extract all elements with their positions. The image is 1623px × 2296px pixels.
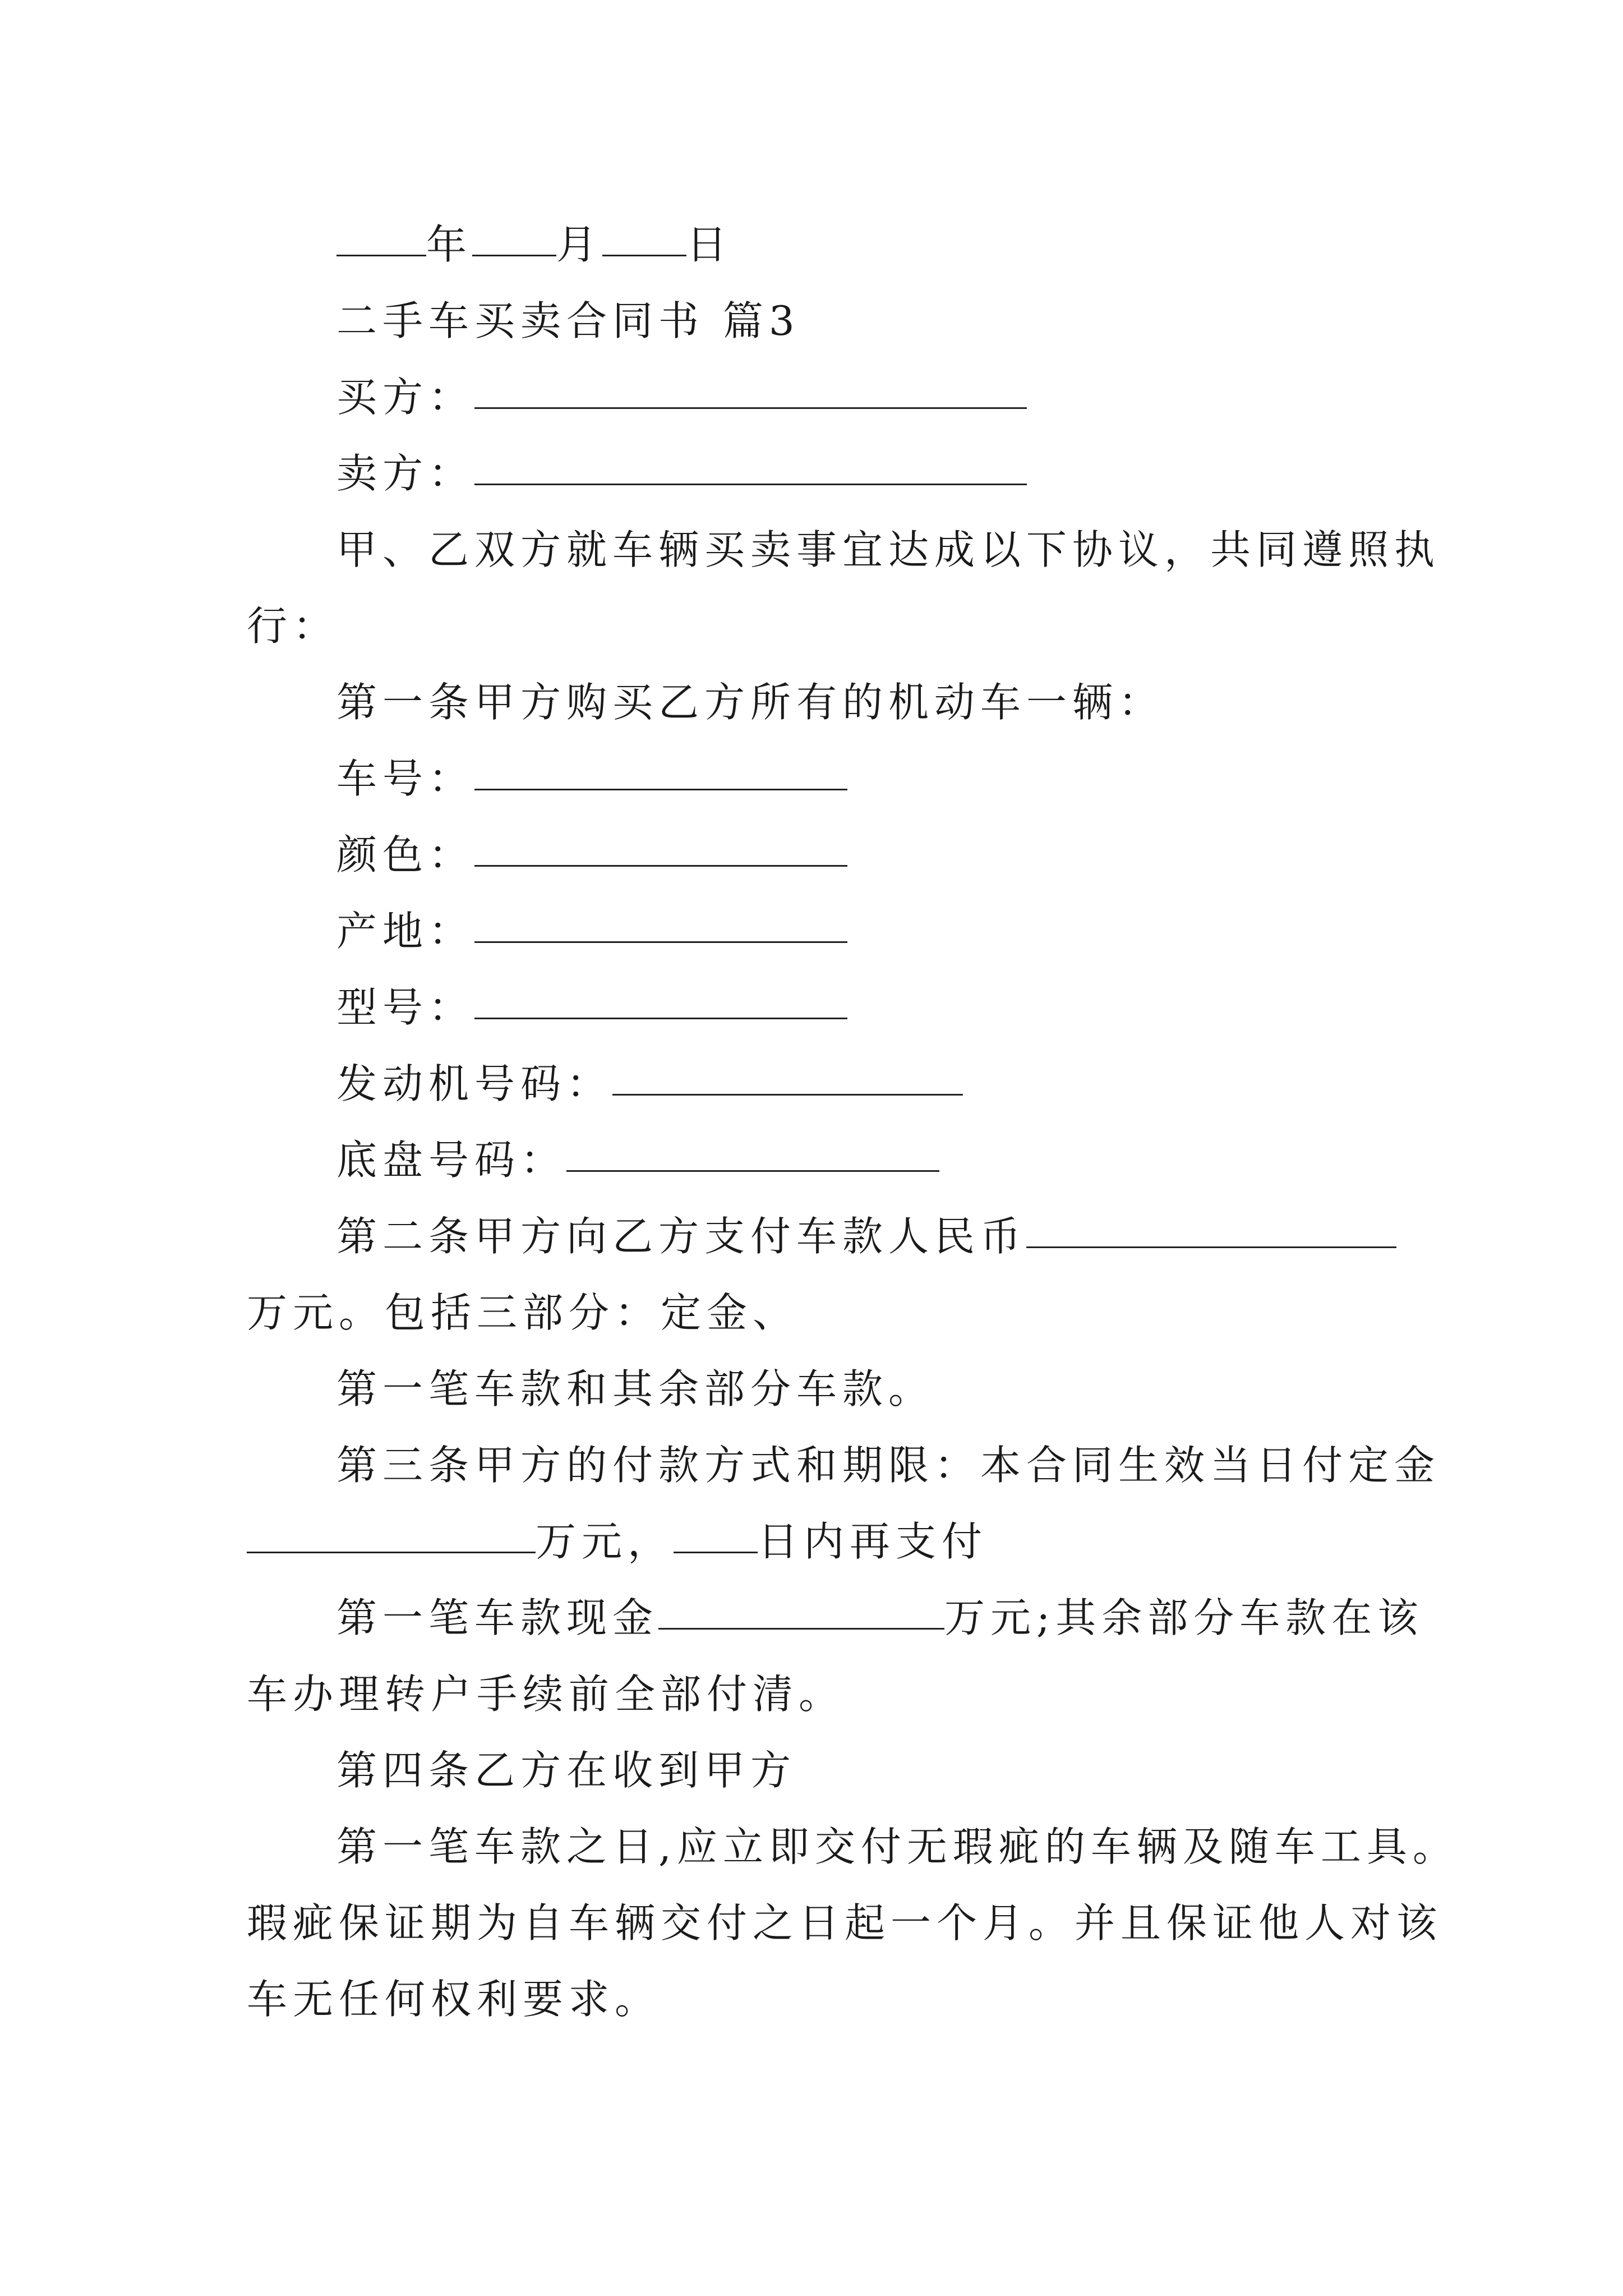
article-4-line-3: 瑕疵保证期为自车辆交付之日起一个月。并且保证他人对该	[247, 1899, 1443, 1947]
article-2-line-2: 万元。包括三部分：定金、	[247, 1289, 799, 1336]
article-1: 第一条甲方购买乙方所有的机动车一辆：	[336, 679, 1165, 726]
model-blank	[474, 1018, 847, 1019]
month-label: 月	[556, 221, 603, 268]
month-blank	[472, 255, 556, 256]
origin-blank	[474, 941, 847, 943]
intro-line-1: 甲、乙双方就车辆买卖事宜达成以下协议，共同遵照执	[336, 526, 1441, 573]
year-blank	[336, 255, 426, 256]
seller-line	[336, 447, 1027, 500]
article-2-line-1	[336, 1209, 1396, 1263]
days-blank	[674, 1552, 758, 1553]
article-3-line-1: 第三条甲方的付款方式和期限：本合同生效当日付定金	[336, 1442, 1441, 1489]
article-3-line-3	[336, 1591, 1423, 1645]
engine-blank	[612, 1094, 963, 1096]
color-line	[336, 828, 847, 882]
cash-text: 万元;其余部分车款在该	[944, 1594, 1424, 1641]
article-2-line-3: 第一笔车款和其余部分车款。	[336, 1365, 935, 1412]
article-4-line-4: 车无任何权利要求。	[247, 1976, 661, 2023]
color-blank	[474, 865, 847, 867]
buyer-label: 买方：	[336, 374, 475, 421]
origin-label: 产地：	[336, 908, 475, 955]
buyer-line	[336, 370, 1027, 424]
cash-label: 第一笔车款现金	[336, 1594, 659, 1641]
chassis-line	[336, 1133, 939, 1187]
plate-line	[336, 752, 847, 806]
origin-line	[336, 904, 847, 958]
document-title: 二手车买卖合同书 篇3	[336, 297, 800, 344]
seller-blank	[474, 484, 1027, 485]
date-line	[336, 218, 732, 272]
plate-label: 车号：	[336, 755, 475, 802]
plate-blank	[474, 789, 847, 790]
model-label: 型号：	[336, 984, 475, 1031]
day-blank	[602, 255, 686, 256]
deposit-unit: 万元，	[536, 1518, 674, 1565]
engine-line	[336, 1057, 963, 1111]
day-label: 日	[686, 221, 733, 268]
intro-line-2: 行：	[247, 602, 339, 650]
article-2-text: 第二条甲方向乙方支付车款人民币	[336, 1213, 1027, 1260]
cash-blank	[658, 1628, 944, 1630]
chassis-label: 底盘号码：	[336, 1137, 567, 1184]
article-4-line-2: 第一笔车款之日,应立即交付无瑕疵的车辆及随车工具。	[336, 1823, 1459, 1870]
year-label: 年	[426, 221, 473, 268]
seller-label: 卖方：	[336, 450, 475, 497]
article-3-line-2	[247, 1515, 988, 1568]
model-line	[336, 981, 847, 1034]
price-blank	[1026, 1246, 1396, 1248]
buyer-blank	[474, 407, 1027, 409]
engine-label: 发动机号码：	[336, 1060, 613, 1107]
color-label: 颜色：	[336, 831, 475, 878]
article-4-line-1: 第四条乙方在收到甲方	[336, 1747, 797, 1794]
days-text: 日内再支付	[758, 1518, 988, 1565]
article-3-line-4: 车办理转户手续前全部付清。	[247, 1671, 845, 1718]
deposit-blank	[247, 1552, 536, 1553]
chassis-blank	[566, 1170, 939, 1172]
